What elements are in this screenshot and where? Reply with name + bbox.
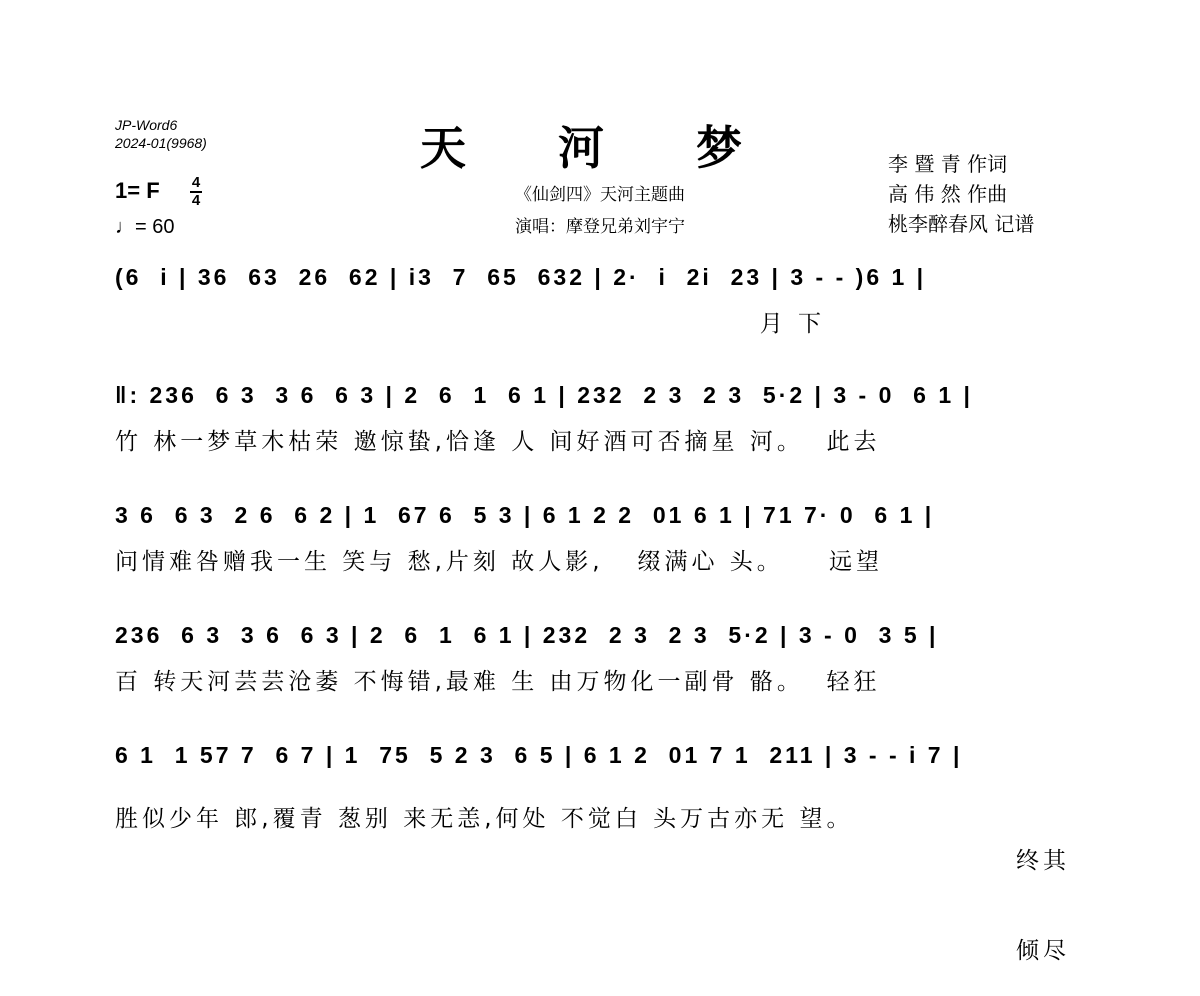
notation-line-1: (6 i | 36 63 26 62 | i3 7 65 632 | 2· i 2i 23 | 3 - - )6 1 | (115, 264, 927, 290)
time-signature: 4 4 (191, 174, 201, 209)
notation-line-3: 3 6 6 3 2 6 6 2 | 1 67 6 5 3 | 6 1 2 2 01 6 1 | 71 7· 0 6 1 | (115, 502, 935, 528)
composer: 高 伟 然 作曲 (888, 182, 1008, 206)
notation-line-2: ‖: 236 6 3 3 6 6 3 | 2 6 1 6 1 | 232 2 3 2 3 5·2 | 3 - 0 6 1 | (115, 382, 973, 408)
software-label: JP-Word6 2024-01(9968) (115, 117, 207, 151)
lyrics-line-2: 竹 林一梦草木枯荣 邀惊蛰,恰逢 人 间好酒可否摘星 河。 此去 (115, 429, 881, 455)
page-title: 天 河 梦 (419, 121, 781, 175)
lyrics-line-4: 百 转天河芸芸沧萎 不悔错,最难 生 由万物化一副骨 骼。 轻狂 (115, 669, 881, 695)
lyricist: 李 暨 青 作词 (888, 152, 1008, 176)
quarter-note-icon: ♩ (115, 216, 135, 238)
singer: 演唱：摩登兄弟刘宇宁 (515, 217, 685, 237)
branch-lyrics: 终其 倾尽 (1016, 848, 1070, 964)
key-signature: 1= F (115, 178, 160, 203)
notation-line-5: 6 1 1 57 7 6 7 | 1 75 5 2 3 6 5 | 6 1 2 01 7 1 211 | 3 - - i 7 | (115, 742, 963, 768)
lyrics-line-5: 胜似少年 郎,覆青 葱别 来无恙,何处 不觉白 头万古亦无 望。 (115, 806, 854, 832)
lyrics-line-3: 问情难咎赠我一生 笑与 愁,片刻 故人影, 缀满心 头。 远望 (115, 549, 884, 575)
tempo-marking: ♩= 60 (115, 216, 175, 238)
notation-line-4: 236 6 3 3 6 6 3 | 2 6 1 6 1 | 232 2 3 2 3 5·2 | 3 - 0 3 5 | (115, 622, 939, 648)
lyrics-line-1: 月 下 (115, 311, 826, 337)
transcriber: 桃李醉春风 记谱 (888, 212, 1035, 236)
subtitle: 《仙剑四》天河主题曲 (515, 185, 685, 205)
